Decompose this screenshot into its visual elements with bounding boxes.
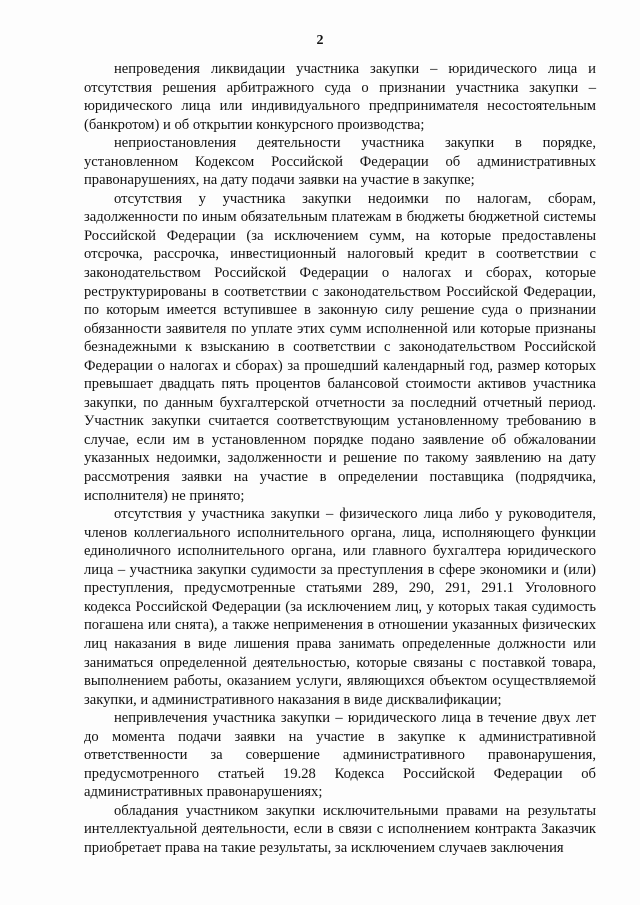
paragraph-criminal-record: отсутствия у участника закупки – физического лица либо у руководителя, членов коллегиального исполнительного органа, лица, исполняющего функции единоличного исполнительного органа, или главного бухгалтера юридического лица – участника закупки судимости за преступления в сфере экономики и (или) преступления, предусмотренные статьями 289, 290, 291, 291.1 Уголовного кодекса Российской Федерации (за исключением лиц, у которых такая судимость погашена или снята), а также неприменения в отношении указанных физических лиц наказания в виде лишения права занимать определенные должности или заниматься определенной деятельностью, которые связаны с поставкой товара, выполнением работы, оказанием услуги, являющихся объектом осуществляемой закупки, и административного наказания в виде дисквалификации;	[84, 506, 596, 708]
paragraph-tax-arrears: отсутствия у участника закупки недоимки по налогам, сборам, задолженности по иным обязательным платежам в бюджеты бюджетной системы Российской Федерации (за исключением сумм, на которые предоставлены отсрочка, рассрочка, инвестиционный налоговый кредит в соответствии с законодательством Российской Федерации о налогах и сборах, которые реструктурированы в соответствии с законодательством Российской Федерации, по которым имеется вступившее в законную силу решение суда о признании обязанности заявителя по уплате этих сумм исполненной или которые признаны безнадежными к взысканию в соответствии с законодательством Российской Федерации о налогах и сборах) за прошедший календарный год, размер которых превышает двадцать пять процентов балансовой стоимости активов участника закупки, по данным бухгалтерской отчетности за последний отчетный период. Участник закупки считается соответствующим установленному требованию в случае, если им в установленном порядке подано заявление об обжаловании указанных недоимки, задолженности и решение по такому заявлению на дату рассмотрения заявки на участие в определении поставщика (подрядчика, исполнителя) не принято;	[84, 190, 596, 504]
paragraph-administrative-liability: непривлечения участника закупки – юридического лица в течение двух лет до момента подачи заявки на участие в закупке к административной ответственности за совершение административного правонарушения, предусмотренного статьей 19.28 Кодекса Российской Федерации об административных правонарушениях;	[84, 710, 596, 801]
page-number: 2	[316, 33, 324, 48]
document-body	[84, 60, 596, 858]
paragraph-exclusive-rights: обладания участником закупки исключительными правами на результаты интеллектуальной деятельности, если в связи с исполнением контракта Заказчик приобретает права на такие результаты, за исключением случаев заключения	[84, 802, 596, 856]
paragraph-suspension: неприостановления деятельности участника закупки в порядке, установленном Кодексом Российской Федерации об административных правонарушениях, на дату подачи заявки на участие в закупке;	[84, 135, 596, 189]
paragraph-liquidation: непроведения ликвидации участника закупки – юридического лица и отсутствия решения арбитражного суда о признании участника закупки – юридического лица или индивидуального предпринимателя несостоятельным (банкротом) и об открытии конкурсного производства;	[84, 61, 596, 133]
